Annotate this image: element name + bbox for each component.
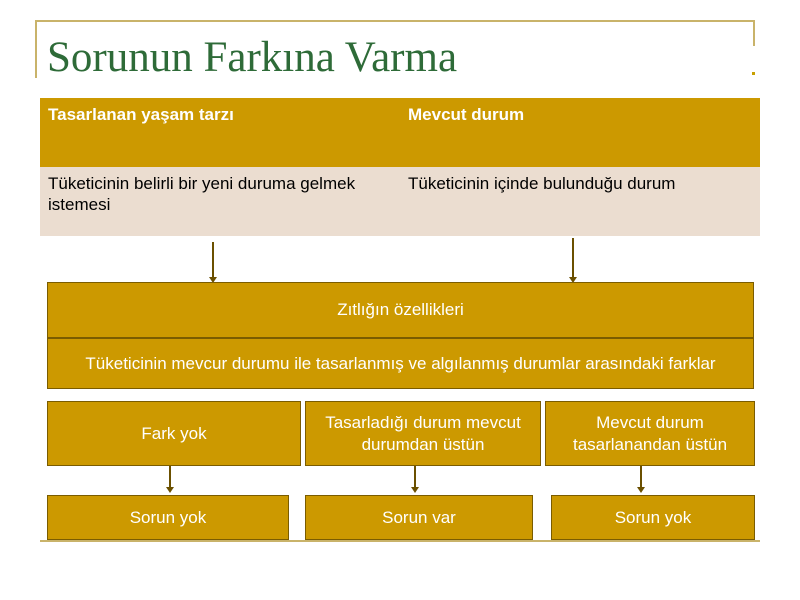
table-row <box>40 167 760 236</box>
contrast-title-box: Zıtlığın özellikleri <box>47 282 754 338</box>
comparison-table <box>40 98 760 236</box>
frame-bottom-line <box>40 540 760 542</box>
comparison-no-difference: Fark yok <box>47 401 301 466</box>
header-current-state: Mevcut durum <box>400 98 760 167</box>
outcome-no-problem-left: Sorun yok <box>47 495 289 540</box>
connector-table-left <box>212 242 214 278</box>
contrast-description-box: Tüketicinin mevcur durumu ile tasarlanmış ve algılanmış durumlar arasındaki farklar <box>47 338 754 389</box>
comparison-designed-superior: Tasarladığı durum mevcut durumdan üstün <box>305 401 541 466</box>
frame-right-line <box>753 20 755 46</box>
comparison-current-superior: Mevcut durum tasarlanandan üstün <box>545 401 755 466</box>
slide-title: Sorunun Farkına Varma <box>47 34 458 81</box>
connector-left <box>169 466 171 488</box>
connector-middle <box>414 466 416 488</box>
arrowhead-right <box>637 487 645 493</box>
arrowhead-left <box>166 487 174 493</box>
table-header-row <box>40 98 760 167</box>
cell-current-state: Tüketicinin içinde bulunduğu durum <box>400 167 760 236</box>
connector-table-right <box>572 238 574 278</box>
connector-right <box>640 466 642 488</box>
corner-dot <box>752 72 755 75</box>
cell-designed-lifestyle: Tüketicinin belirli bir yeni duruma gelmek istemesi <box>40 167 400 236</box>
outcome-problem-exists: Sorun var <box>305 495 533 540</box>
frame-top-line <box>35 20 755 22</box>
header-designed-lifestyle: Tasarlanan yaşam tarzı <box>40 98 400 167</box>
arrowhead-middle <box>411 487 419 493</box>
frame-left-line <box>35 20 37 78</box>
outcome-no-problem-right: Sorun yok <box>551 495 755 540</box>
